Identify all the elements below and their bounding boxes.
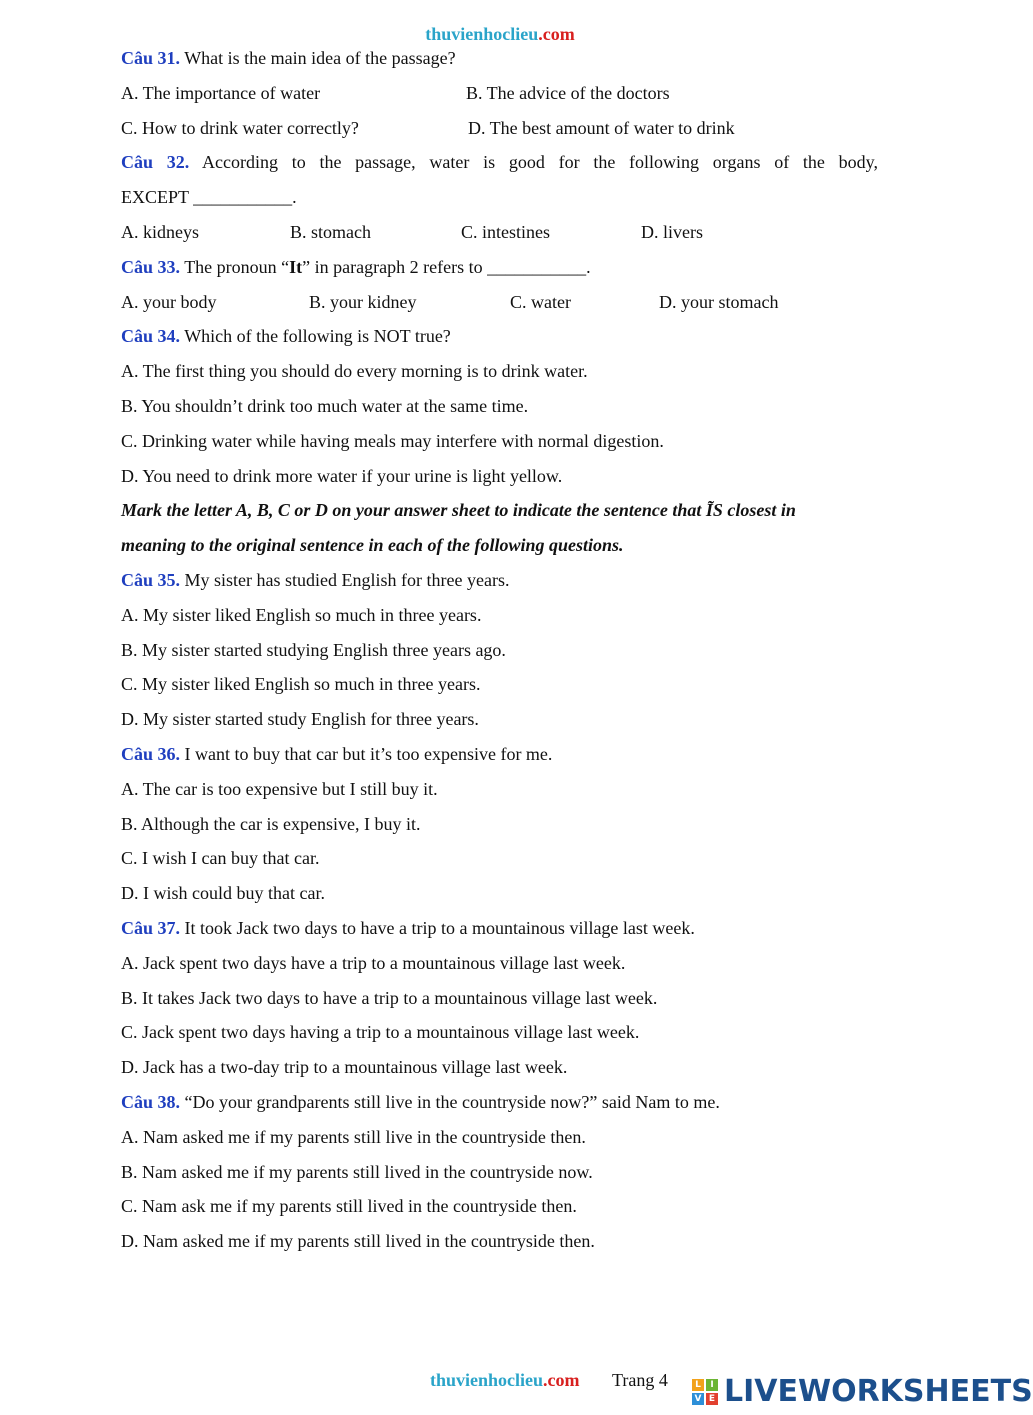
option-b: B. your kidney bbox=[309, 291, 417, 312]
instruction: meaning to the original sentence in each of the following questions. bbox=[121, 535, 624, 556]
option-b: B. My sister started studying English three years ago. bbox=[121, 639, 506, 660]
site-tld: .com bbox=[538, 24, 575, 44]
question-number: Câu 36. bbox=[121, 743, 181, 764]
option-d: D. The best amount of water to drink bbox=[468, 117, 735, 138]
question-number: Câu 33. bbox=[121, 256, 181, 277]
option-c: C. How to drink water correctly? bbox=[121, 117, 359, 138]
option-a: A. your body bbox=[121, 291, 217, 312]
option-d: D. I wish could buy that car. bbox=[121, 883, 325, 904]
logo-letter: L bbox=[692, 1379, 704, 1391]
question-37 bbox=[121, 911, 878, 946]
questions bbox=[121, 41, 878, 1259]
question-number: Câu 34. bbox=[121, 326, 181, 347]
option-a: A. Nam asked me if my parents still live in the countryside then. bbox=[121, 1126, 586, 1147]
options-row bbox=[121, 215, 878, 250]
option-a: A. Jack spent two days have a trip to a mountainous village last week. bbox=[121, 952, 626, 973]
option-a: A. My sister liked English so much in three years. bbox=[121, 604, 482, 625]
option-a: A. The importance of water bbox=[121, 82, 321, 103]
option-c: C. My sister liked English so much in three years. bbox=[121, 674, 481, 695]
question-38 bbox=[121, 1085, 878, 1120]
logo-letter: I bbox=[706, 1379, 718, 1391]
site-tld: .com bbox=[543, 1370, 580, 1390]
option-a: A. The first thing you should do every morning is to drink water. bbox=[121, 361, 588, 382]
options-row bbox=[121, 285, 878, 320]
site-name: thuvienhoclieu bbox=[430, 1370, 544, 1390]
option-a: A. kidneys bbox=[121, 221, 199, 242]
option-c: C. water bbox=[510, 291, 571, 312]
question-number: Câu 31. bbox=[121, 48, 181, 68]
question-36 bbox=[121, 737, 878, 772]
question-35 bbox=[121, 563, 878, 598]
question-text: Which of the following is NOT true? bbox=[180, 326, 451, 347]
option-b: B. It takes Jack two days to have a trip to a mountainous village last week. bbox=[121, 987, 658, 1008]
question-text-cont: EXCEPT ___________. bbox=[121, 187, 297, 208]
question-text: It took Jack two days to have a trip to a mountainous village last week. bbox=[180, 917, 695, 938]
option-d: D. Nam asked me if my parents still lived in the countryside then. bbox=[121, 1231, 595, 1252]
option-d: D. My sister started study English for three years. bbox=[121, 709, 479, 730]
options-row bbox=[121, 76, 878, 111]
options-row bbox=[121, 111, 878, 146]
liveworksheets-icon bbox=[692, 1379, 718, 1405]
instruction: Mark the letter A, B, C or D on your answer sheet to indicate the sentence that ĨS closest in bbox=[121, 500, 796, 521]
option-a: A. The car is too expensive but I still buy it. bbox=[121, 778, 438, 799]
question-text-bold: It bbox=[289, 256, 303, 277]
logo-letter: E bbox=[706, 1393, 718, 1405]
question-32 bbox=[121, 145, 878, 180]
option-b: B. Nam asked me if my parents still lived in the countryside now. bbox=[121, 1161, 593, 1182]
question-number: Câu 37. bbox=[121, 917, 181, 938]
question-34 bbox=[121, 319, 878, 354]
footer-site-link[interactable] bbox=[430, 1370, 580, 1391]
option-b: B. stomach bbox=[290, 221, 371, 242]
option-b: B. You shouldn’t drink too much water at the same time. bbox=[121, 395, 529, 416]
option-c: C. Drinking water while having meals may interfere with normal digestion. bbox=[121, 430, 664, 451]
page-number: Trang 4 bbox=[612, 1370, 668, 1390]
option-d: D. Jack has a two-day trip to a mountainous village last week. bbox=[121, 1057, 568, 1078]
question-number: Câu 38. bbox=[121, 1091, 181, 1112]
option-d: D. livers bbox=[641, 221, 703, 242]
option-c: C. Nam ask me if my parents still lived in the countryside then. bbox=[121, 1196, 577, 1217]
question-text: According to the passage, water is good for the following organs of the body, bbox=[189, 152, 878, 173]
question-number: Câu 32. bbox=[121, 152, 190, 173]
logo-letter: V bbox=[692, 1393, 704, 1405]
question-text: “Do your grandparents still live in the countryside now?” said Nam to me. bbox=[180, 1091, 720, 1112]
question-text: My sister has studied English for three years. bbox=[180, 569, 510, 590]
liveworksheets-logo bbox=[692, 1374, 1033, 1409]
question-31 bbox=[121, 41, 878, 76]
watermark-text: LIVEWORKSHEETS bbox=[724, 1374, 1033, 1409]
option-c: C. I wish I can buy that car. bbox=[121, 848, 320, 869]
site-name: thuvienhoclieu bbox=[425, 24, 539, 44]
question-33 bbox=[121, 250, 878, 285]
option-c: C. Jack spent two days having a trip to a mountainous village last week. bbox=[121, 1022, 640, 1043]
option-b: B. Although the car is expensive, I buy it. bbox=[121, 813, 421, 834]
question-text: ” in paragraph 2 refers to ___________. bbox=[302, 256, 591, 277]
question-text: I want to buy that car but it’s too expensive for me. bbox=[180, 743, 553, 764]
question-text: What is the main idea of the passage? bbox=[180, 48, 456, 68]
option-c: C. intestines bbox=[461, 221, 550, 242]
option-d: D. your stomach bbox=[659, 291, 779, 312]
option-d: D. You need to drink more water if your urine is light yellow. bbox=[121, 465, 563, 486]
question-number: Câu 35. bbox=[121, 569, 181, 590]
question-text: The pronoun “ bbox=[180, 256, 290, 277]
option-b: B. The advice of the doctors bbox=[466, 82, 670, 103]
